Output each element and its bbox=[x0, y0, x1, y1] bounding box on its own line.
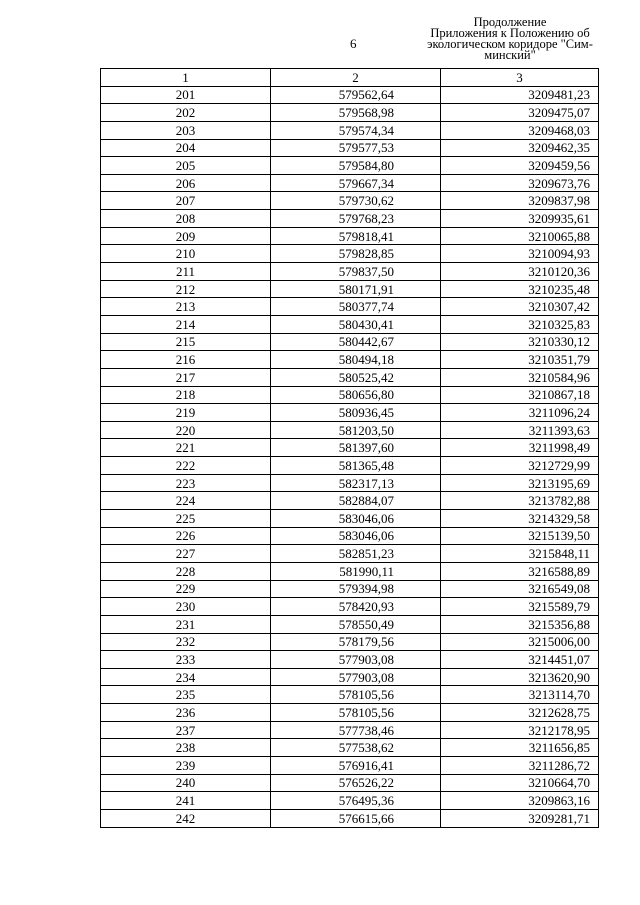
table-body bbox=[101, 86, 599, 827]
point-number-cell: 218 bbox=[101, 386, 271, 404]
x-coordinate-cell: 577903,08 bbox=[271, 668, 441, 686]
x-coordinate-cell: 580442,67 bbox=[271, 333, 441, 351]
table-row bbox=[101, 474, 599, 492]
point-number-cell: 224 bbox=[101, 492, 271, 510]
y-coordinate-cell: 3209863,16 bbox=[441, 792, 599, 810]
x-coordinate-cell: 581990,11 bbox=[271, 562, 441, 580]
table-row bbox=[101, 721, 599, 739]
y-coordinate-cell: 3211998,49 bbox=[441, 439, 599, 457]
x-coordinate-cell: 582851,23 bbox=[271, 545, 441, 563]
x-coordinate-cell: 579828,85 bbox=[271, 245, 441, 263]
y-coordinate-cell: 3214329,58 bbox=[441, 510, 599, 528]
y-coordinate-cell: 3212178,95 bbox=[441, 721, 599, 739]
x-coordinate-cell: 579584,80 bbox=[271, 157, 441, 175]
table-row bbox=[101, 404, 599, 422]
point-number-cell: 210 bbox=[101, 245, 271, 263]
y-coordinate-cell: 3216549,08 bbox=[441, 580, 599, 598]
point-number-cell: 242 bbox=[101, 809, 271, 827]
point-number-cell: 227 bbox=[101, 545, 271, 563]
x-coordinate-cell: 580525,42 bbox=[271, 368, 441, 386]
y-coordinate-cell: 3209935,61 bbox=[441, 210, 599, 228]
x-coordinate-cell: 576615,66 bbox=[271, 809, 441, 827]
point-number-cell: 212 bbox=[101, 280, 271, 298]
point-number-cell: 237 bbox=[101, 721, 271, 739]
table-row bbox=[101, 121, 599, 139]
point-number-cell: 238 bbox=[101, 739, 271, 757]
y-coordinate-cell: 3210307,42 bbox=[441, 298, 599, 316]
table-row bbox=[101, 368, 599, 386]
x-coordinate-cell: 579574,34 bbox=[271, 121, 441, 139]
y-coordinate-cell: 3212628,75 bbox=[441, 704, 599, 722]
table-row bbox=[101, 210, 599, 228]
point-number-cell: 239 bbox=[101, 756, 271, 774]
point-number-cell: 216 bbox=[101, 351, 271, 369]
x-coordinate-cell: 580377,74 bbox=[271, 298, 441, 316]
table-row bbox=[101, 792, 599, 810]
appendix-header-note bbox=[420, 17, 600, 61]
y-coordinate-cell: 3210235,48 bbox=[441, 280, 599, 298]
point-number-cell: 241 bbox=[101, 792, 271, 810]
point-number-cell: 226 bbox=[101, 527, 271, 545]
point-number-cell: 217 bbox=[101, 368, 271, 386]
table-row bbox=[101, 386, 599, 404]
point-number-cell: 213 bbox=[101, 298, 271, 316]
table-row bbox=[101, 615, 599, 633]
x-coordinate-cell: 579394,98 bbox=[271, 580, 441, 598]
y-coordinate-cell: 3215139,50 bbox=[441, 527, 599, 545]
x-coordinate-cell: 578105,56 bbox=[271, 704, 441, 722]
table-row bbox=[101, 315, 599, 333]
table-row bbox=[101, 104, 599, 122]
point-number-cell: 228 bbox=[101, 562, 271, 580]
table-row bbox=[101, 633, 599, 651]
table-row bbox=[101, 598, 599, 616]
x-coordinate-cell: 580656,80 bbox=[271, 386, 441, 404]
table-row bbox=[101, 227, 599, 245]
table-row bbox=[101, 739, 599, 757]
x-coordinate-cell: 583046,06 bbox=[271, 510, 441, 528]
y-coordinate-cell: 3213114,70 bbox=[441, 686, 599, 704]
y-coordinate-cell: 3211393,63 bbox=[441, 421, 599, 439]
table-row bbox=[101, 86, 599, 104]
table-row bbox=[101, 174, 599, 192]
point-number-cell: 222 bbox=[101, 457, 271, 475]
point-number-cell: 231 bbox=[101, 615, 271, 633]
y-coordinate-cell: 3210664,70 bbox=[441, 774, 599, 792]
point-number-cell: 220 bbox=[101, 421, 271, 439]
x-coordinate-cell: 582317,13 bbox=[271, 474, 441, 492]
x-coordinate-cell: 577538,62 bbox=[271, 739, 441, 757]
x-coordinate-cell: 583046,06 bbox=[271, 527, 441, 545]
x-coordinate-cell: 580430,41 bbox=[271, 315, 441, 333]
table-row bbox=[101, 351, 599, 369]
x-coordinate-cell: 579568,98 bbox=[271, 104, 441, 122]
y-coordinate-cell: 3210325,83 bbox=[441, 315, 599, 333]
x-coordinate-cell: 578550,49 bbox=[271, 615, 441, 633]
table-row bbox=[101, 245, 599, 263]
y-coordinate-cell: 3209673,76 bbox=[441, 174, 599, 192]
x-coordinate-cell: 578179,56 bbox=[271, 633, 441, 651]
coordinates-table bbox=[100, 68, 599, 828]
point-number-cell: 207 bbox=[101, 192, 271, 210]
table-row bbox=[101, 421, 599, 439]
point-number-cell: 223 bbox=[101, 474, 271, 492]
column-header-x: 2 bbox=[271, 69, 441, 87]
point-number-cell: 232 bbox=[101, 633, 271, 651]
point-number-cell: 240 bbox=[101, 774, 271, 792]
x-coordinate-cell: 577903,08 bbox=[271, 651, 441, 669]
table-row bbox=[101, 510, 599, 528]
x-coordinate-cell: 580936,45 bbox=[271, 404, 441, 422]
point-number-cell: 204 bbox=[101, 139, 271, 157]
header-line: Продолжение bbox=[473, 15, 547, 29]
y-coordinate-cell: 3210065,88 bbox=[441, 227, 599, 245]
y-coordinate-cell: 3211656,85 bbox=[441, 739, 599, 757]
x-coordinate-cell: 577738,46 bbox=[271, 721, 441, 739]
y-coordinate-cell: 3209459,56 bbox=[441, 157, 599, 175]
x-coordinate-cell: 579768,23 bbox=[271, 210, 441, 228]
y-coordinate-cell: 3210351,79 bbox=[441, 351, 599, 369]
point-number-cell: 221 bbox=[101, 439, 271, 457]
table-row bbox=[101, 668, 599, 686]
table-header-row bbox=[101, 69, 599, 87]
table-row bbox=[101, 527, 599, 545]
page-number: 6 bbox=[350, 36, 357, 51]
x-coordinate-cell: 580171,91 bbox=[271, 280, 441, 298]
point-number-cell: 202 bbox=[101, 104, 271, 122]
table-row bbox=[101, 333, 599, 351]
y-coordinate-cell: 3211096,24 bbox=[441, 404, 599, 422]
x-coordinate-cell: 576916,41 bbox=[271, 756, 441, 774]
point-number-cell: 234 bbox=[101, 668, 271, 686]
header-line: экологическом коридоре "Сим- bbox=[427, 37, 593, 51]
point-number-cell: 208 bbox=[101, 210, 271, 228]
y-coordinate-cell: 3214451,07 bbox=[441, 651, 599, 669]
table-row bbox=[101, 492, 599, 510]
table-row bbox=[101, 192, 599, 210]
x-coordinate-cell: 579837,50 bbox=[271, 263, 441, 281]
y-coordinate-cell: 3212729,99 bbox=[441, 457, 599, 475]
point-number-cell: 205 bbox=[101, 157, 271, 175]
y-coordinate-cell: 3210120,36 bbox=[441, 263, 599, 281]
x-coordinate-cell: 582884,07 bbox=[271, 492, 441, 510]
table-row bbox=[101, 562, 599, 580]
y-coordinate-cell: 3213782,88 bbox=[441, 492, 599, 510]
x-coordinate-cell: 580494,18 bbox=[271, 351, 441, 369]
y-coordinate-cell: 3215356,88 bbox=[441, 615, 599, 633]
y-coordinate-cell: 3213195,69 bbox=[441, 474, 599, 492]
y-coordinate-cell: 3209281,71 bbox=[441, 809, 599, 827]
x-coordinate-cell: 578105,56 bbox=[271, 686, 441, 704]
point-number-cell: 233 bbox=[101, 651, 271, 669]
y-coordinate-cell: 3215848,11 bbox=[441, 545, 599, 563]
point-number-cell: 209 bbox=[101, 227, 271, 245]
point-number-cell: 215 bbox=[101, 333, 271, 351]
point-number-cell: 201 bbox=[101, 86, 271, 104]
x-coordinate-cell: 581203,50 bbox=[271, 421, 441, 439]
table-row bbox=[101, 439, 599, 457]
point-number-cell: 229 bbox=[101, 580, 271, 598]
point-number-cell: 206 bbox=[101, 174, 271, 192]
y-coordinate-cell: 3213620,90 bbox=[441, 668, 599, 686]
table-row bbox=[101, 686, 599, 704]
point-number-cell: 211 bbox=[101, 263, 271, 281]
y-coordinate-cell: 3209468,03 bbox=[441, 121, 599, 139]
y-coordinate-cell: 3210094,93 bbox=[441, 245, 599, 263]
x-coordinate-cell: 578420,93 bbox=[271, 598, 441, 616]
table-row bbox=[101, 298, 599, 316]
table-row bbox=[101, 139, 599, 157]
x-coordinate-cell: 579577,53 bbox=[271, 139, 441, 157]
column-header-point: 1 bbox=[101, 69, 271, 87]
x-coordinate-cell: 576526,22 bbox=[271, 774, 441, 792]
table-row bbox=[101, 545, 599, 563]
table-row bbox=[101, 280, 599, 298]
point-number-cell: 225 bbox=[101, 510, 271, 528]
table-row bbox=[101, 774, 599, 792]
point-number-cell: 214 bbox=[101, 315, 271, 333]
header-line: Приложения к Положению об bbox=[430, 26, 590, 40]
table-row bbox=[101, 157, 599, 175]
point-number-cell: 230 bbox=[101, 598, 271, 616]
column-header-y: 3 bbox=[441, 69, 599, 87]
point-number-cell: 235 bbox=[101, 686, 271, 704]
table-row bbox=[101, 457, 599, 475]
y-coordinate-cell: 3210584,96 bbox=[441, 368, 599, 386]
point-number-cell: 219 bbox=[101, 404, 271, 422]
y-coordinate-cell: 3209475,07 bbox=[441, 104, 599, 122]
y-coordinate-cell: 3216588,89 bbox=[441, 562, 599, 580]
x-coordinate-cell: 581397,60 bbox=[271, 439, 441, 457]
y-coordinate-cell: 3215006,00 bbox=[441, 633, 599, 651]
table-row bbox=[101, 651, 599, 669]
point-number-cell: 203 bbox=[101, 121, 271, 139]
x-coordinate-cell: 579818,41 bbox=[271, 227, 441, 245]
table-row bbox=[101, 580, 599, 598]
table-row bbox=[101, 263, 599, 281]
x-coordinate-cell: 579667,34 bbox=[271, 174, 441, 192]
y-coordinate-cell: 3209481,23 bbox=[441, 86, 599, 104]
point-number-cell: 236 bbox=[101, 704, 271, 722]
y-coordinate-cell: 3209462,35 bbox=[441, 139, 599, 157]
header-line: минский" bbox=[484, 48, 536, 62]
y-coordinate-cell: 3209837,98 bbox=[441, 192, 599, 210]
y-coordinate-cell: 3210867,18 bbox=[441, 386, 599, 404]
table-row bbox=[101, 704, 599, 722]
y-coordinate-cell: 3211286,72 bbox=[441, 756, 599, 774]
x-coordinate-cell: 581365,48 bbox=[271, 457, 441, 475]
y-coordinate-cell: 3215589,79 bbox=[441, 598, 599, 616]
x-coordinate-cell: 579562,64 bbox=[271, 86, 441, 104]
table-row bbox=[101, 809, 599, 827]
y-coordinate-cell: 3210330,12 bbox=[441, 333, 599, 351]
x-coordinate-cell: 579730,62 bbox=[271, 192, 441, 210]
table-row bbox=[101, 756, 599, 774]
x-coordinate-cell: 576495,36 bbox=[271, 792, 441, 810]
